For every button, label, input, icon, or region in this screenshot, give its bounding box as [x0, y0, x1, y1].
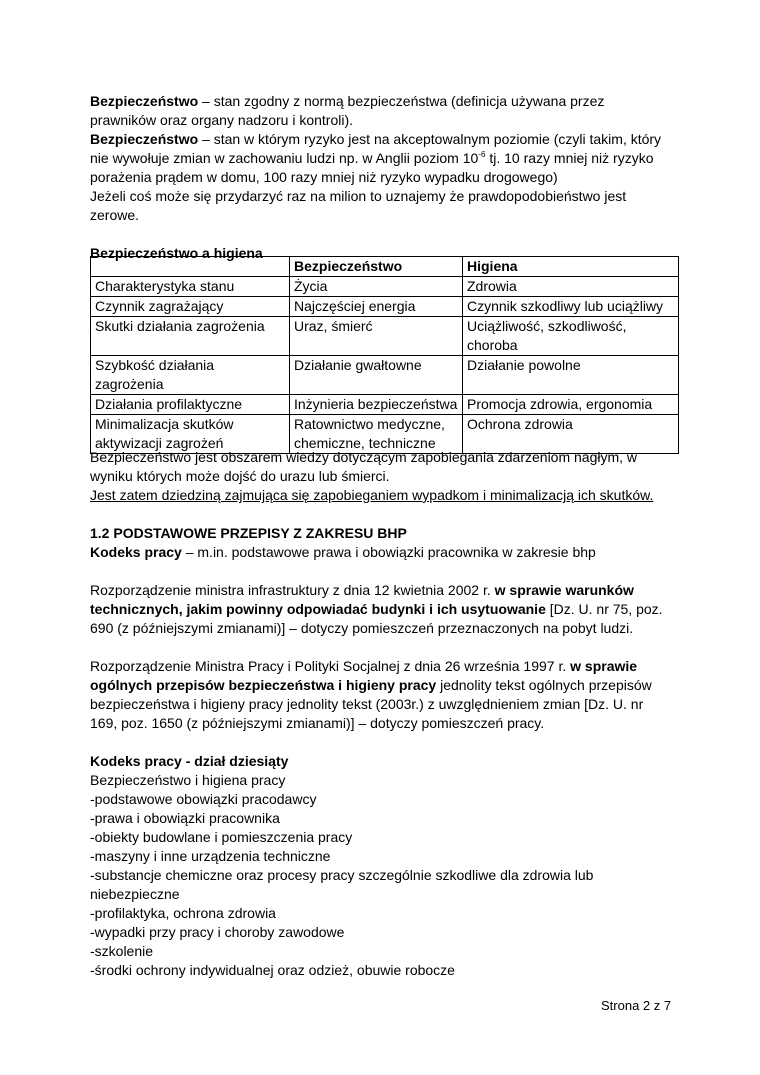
page-number: Strona 2 z 7 — [601, 998, 672, 1013]
text-line — [90, 714, 663, 733]
text-line — [90, 676, 663, 695]
text-line — [90, 130, 661, 149]
table-cell: Charakterystyka stanu — [91, 277, 290, 297]
text-line — [90, 225, 661, 244]
text-line — [90, 543, 663, 562]
table-cell: Działanie powolne — [463, 356, 679, 395]
text: – m.in. podstawowe prawa i obowiązki pracownika w zakresie bhp — [181, 544, 596, 560]
text-line — [90, 524, 663, 543]
table-cell: Szybkość działania zagrożenia — [91, 356, 290, 395]
text: jednolity tekst ogólnych przepisów — [436, 677, 652, 693]
text: [Dz. U. nr 75, poz. — [545, 601, 663, 617]
table-cell: Zdrowia — [463, 277, 679, 297]
text: wyniku których może dojść do urazu lub śmierci. — [90, 468, 390, 484]
table-row — [91, 356, 679, 395]
table-cell: Inżynieria bezpieczeństwa — [290, 395, 463, 415]
text-line — [90, 866, 663, 885]
text-line — [90, 187, 661, 206]
text-line — [90, 657, 663, 676]
text: -środki ochrony indywidualnej oraz odzież, obuwie robocze — [90, 962, 455, 978]
text: -wypadki przy pracy i choroby zawodowe — [90, 924, 345, 940]
text: Jest zatem dziedziną zajmująca się zapobieganiem wypadkom i minimalizacją ich skutków. — [90, 487, 654, 503]
bold-text: w sprawie warunków — [494, 582, 634, 598]
table-cell: Skutki działania zagrożenia — [91, 317, 290, 356]
table-row — [91, 277, 679, 297]
text-line — [90, 961, 663, 980]
text: Bezpieczeństwo i higiena pracy — [90, 772, 286, 788]
text: -obiekty budowlane i pomieszczenia pracy — [90, 829, 353, 845]
text-block — [90, 448, 663, 980]
table-cell: Najczęściej energia — [290, 297, 463, 317]
text: -maszyny i inne urządzenia techniczne — [90, 848, 331, 864]
text-line — [90, 809, 663, 828]
text-line — [90, 467, 663, 486]
text-line — [90, 638, 663, 657]
table-header-cell: Bezpieczeństwo — [290, 257, 463, 277]
table-cell: Ochrona zdrowia — [463, 415, 679, 454]
bold-text: Kodeks pracy — [90, 544, 182, 560]
text: – stan zgodny z normą bezpieczeństwa (definicja używana przez — [198, 93, 605, 109]
text-line — [90, 111, 661, 130]
text: Rozporządzenie ministra infrastruktury z dnia 12 kwietnia 2002 r. — [90, 582, 495, 598]
text-line — [90, 600, 663, 619]
bold-text: Bezpieczeństwo — [90, 131, 199, 147]
table-header-cell — [91, 257, 290, 277]
table-row — [91, 415, 679, 454]
text: -podstawowe obowiązki pracodawcy — [90, 791, 317, 807]
text: -prawa i obowiązki pracownika — [90, 810, 280, 826]
text-line — [90, 149, 661, 168]
text: bezpieczeństwa i higieny pracy jednolity tekst (2003r.) z uwzględnieniem zmian [Dz. U. nr — [90, 696, 644, 712]
text-line — [90, 619, 663, 638]
text-line — [90, 752, 663, 771]
table-row — [91, 395, 679, 415]
text-line — [90, 942, 663, 961]
table-row — [91, 317, 679, 356]
text-line — [90, 885, 663, 904]
text-line — [90, 904, 663, 923]
safety-hygiene-table — [90, 256, 679, 454]
table-header-row — [91, 257, 679, 277]
text: -profilaktyka, ochrona zdrowia — [90, 905, 276, 921]
text-line — [90, 505, 663, 524]
table-cell: Uciążliwość, szkodliwość, choroba — [463, 317, 679, 356]
text-line — [90, 828, 663, 847]
text-line — [90, 847, 663, 866]
text: – stan w którym ryzyko jest na akceptowalnym poziomie (czyli takim, który — [198, 131, 662, 147]
text-block — [90, 92, 661, 263]
text-line — [90, 771, 663, 790]
text: porażenia prądem w domu, 100 razy mniej niż ryzyko wypadku drogowego) — [90, 169, 558, 185]
bold-text: ogólnych przepisów bezpieczeństwa i higieny pracy — [90, 677, 437, 693]
table-cell: Życia — [290, 277, 463, 297]
bold-text: Kodeks pracy - dział dziesiąty — [90, 753, 289, 769]
text: -szkolenie — [90, 943, 154, 959]
text-line — [90, 168, 661, 187]
bold-text: Bezpieczeństwo a higiena — [90, 245, 263, 261]
table-row — [91, 297, 679, 317]
text: 169, poz. 1650 (z późniejszymi zmianami)] – dotyczy pomieszczeń pracy. — [90, 715, 545, 731]
text-line — [90, 206, 661, 225]
table-cell: Ratownictwo medyczne, chemiczne, techniczne — [290, 415, 463, 454]
bold-text: 1.2 PODSTAWOWE PRZEPISY Z ZAKRESU BHP — [90, 525, 407, 541]
text-line — [90, 581, 663, 600]
text: -6 — [478, 150, 486, 159]
text: prawników oraz organy nadzoru i kontroli). — [90, 112, 354, 128]
text-line — [90, 92, 661, 111]
text: tj. 10 razy mniej niż ryzyko — [485, 150, 654, 166]
text-line — [90, 733, 663, 752]
text: 690 (z późniejszymi zmianami)] – dotyczy pomieszczeń przeznaczonych na pobyt ludzi. — [90, 620, 634, 636]
bold-text: Bezpieczeństwo — [90, 93, 199, 109]
table-cell: Promocja zdrowia, ergonomia — [463, 395, 679, 415]
text: nie wywołuje zmian w zachowaniu ludzi np. w Anglii poziom 10 — [90, 150, 479, 166]
table-cell: Działanie gwałtowne — [290, 356, 463, 395]
text: Rozporządzenie Ministra Pracy i Polityki Socjalnej z dnia 26 września 1997 r. — [90, 658, 571, 674]
text-line — [90, 923, 663, 942]
text-line — [90, 695, 663, 714]
bold-text: w sprawie — [570, 658, 638, 674]
table-cell: Minimalizacja skutków aktywizacji zagrożeń — [91, 415, 290, 454]
text: -substancje chemiczne oraz procesy pracy szczególnie szkodliwe dla zdrowia lub — [90, 867, 594, 883]
table-cell: Uraz, śmierć — [290, 317, 463, 356]
table-header-cell: Higiena — [463, 257, 679, 277]
bold-text: technicznych, jakim powinny odpowiadać budynki i ich usytuowanie — [90, 601, 546, 617]
text: zerowe. — [90, 207, 140, 223]
text-line — [90, 486, 663, 505]
text: Bezpieczeństwo jest obszarem wiedzy dotyczącym zapobiegania zdarzeniom nagłym, w — [90, 449, 638, 465]
text: Jeżeli coś może się przydarzyć raz na milion to uznajemy że prawdopodobieństwo jest — [90, 188, 627, 204]
table-cell: Czynnik zagrażający — [91, 297, 290, 317]
table-cell: Działania profilaktyczne — [91, 395, 290, 415]
table-cell: Czynnik szkodliwy lub uciążliwy — [463, 297, 679, 317]
text-line — [90, 562, 663, 581]
text: niebezpieczne — [90, 886, 180, 902]
text-line — [90, 790, 663, 809]
